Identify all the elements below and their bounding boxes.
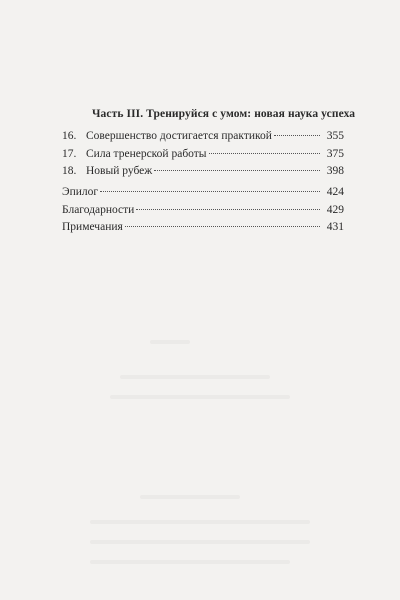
dot-leader (209, 153, 320, 154)
dot-leader (125, 226, 320, 227)
toc-entry (62, 202, 344, 220)
chapter-list (62, 128, 344, 181)
toc-entry (62, 184, 344, 202)
chapter-title: Сила тренерской работы (86, 147, 207, 160)
page-number: 429 (326, 203, 344, 216)
chapter-number: 18. (62, 165, 77, 177)
paper-show-through (150, 340, 190, 344)
dot-leader (274, 135, 320, 136)
chapter-number: 17. (62, 147, 77, 160)
paper-show-through (90, 540, 310, 544)
section-title: Примечания (62, 221, 123, 233)
paper-show-through (120, 375, 270, 379)
chapter-title: Совершенство достигается практикой (86, 130, 272, 142)
page-number: 355 (326, 130, 344, 142)
backmatter-list (62, 184, 344, 237)
toc-entry (62, 128, 344, 146)
section-title: Эпилог (62, 186, 99, 198)
paper-show-through (110, 395, 290, 399)
chapter-title: Новый рубеж (86, 165, 153, 177)
toc-entry (62, 163, 344, 181)
toc-entry (62, 219, 344, 237)
dot-leader (136, 209, 320, 210)
part-title: Часть III. Тренируйся с умом: новая наука успеха (92, 108, 356, 120)
paper-show-through (90, 520, 310, 524)
chapter-number: 16. (62, 130, 77, 142)
paper-show-through (90, 560, 290, 564)
page-number: 398 (326, 165, 344, 177)
paper-show-through (140, 495, 240, 499)
toc-entry (62, 146, 344, 164)
page-number: 424 (326, 186, 344, 198)
page-number: 431 (326, 221, 344, 233)
dot-leader (154, 170, 320, 171)
page-number: 375 (326, 147, 344, 160)
dot-leader (100, 191, 320, 192)
section-title: Благодарности (62, 203, 135, 216)
